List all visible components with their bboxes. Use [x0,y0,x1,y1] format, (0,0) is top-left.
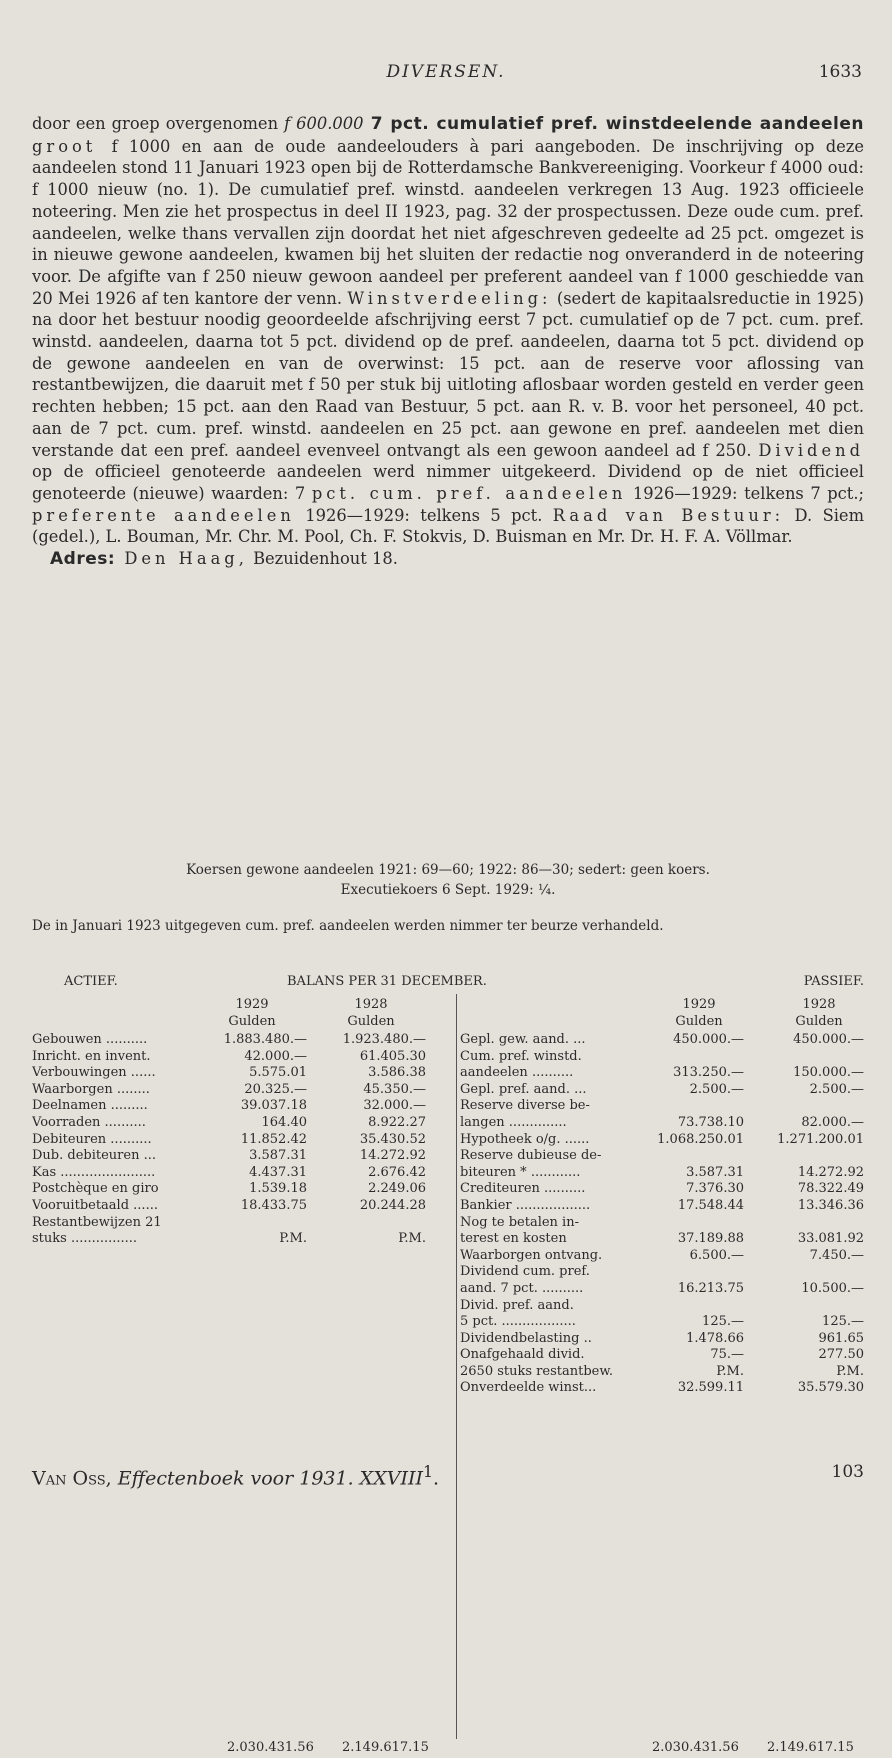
balance-row [460,1347,864,1364]
footer-book-title: Effectenboek voor 1931. XXVIII [117,1467,423,1490]
balance-heading [32,974,864,994]
balance-row [460,1148,864,1165]
row-label: Gebouwen .......... [32,1032,148,1047]
value-1929: 32.599.11 [677,1380,744,1396]
balance-row [32,1065,452,1082]
value-1929: 42.000.— [244,1048,307,1064]
actief-column-headers [32,996,452,1032]
row-label: langen .............. [460,1114,567,1130]
total-passief-1929: 2.030.431.56 [652,1740,739,1755]
row-label: Onverdeelde winst... [460,1380,597,1396]
balance-row [32,1098,452,1115]
amount-600000: f 600.000 [284,114,364,133]
value-1928: 20.244.28 [359,1197,426,1213]
row-label: Deelnamen ......... [32,1098,148,1114]
value-1929: P.M. [279,1231,307,1247]
value-1929: 1.539.18 [249,1181,307,1197]
balance-row [460,1181,864,1198]
value-1928: 35.579.30 [797,1380,864,1396]
balance-row [32,1032,452,1049]
text-run: 1926—1929: telkens 5 pct. [294,505,553,525]
row-label: Divid. pref. aand. [460,1297,574,1313]
page-footer [32,1462,864,1488]
year-header: 1929 Gulden [228,997,276,1029]
value-1929: 4.437.31 [249,1164,307,1180]
actief-rows [32,1032,452,1248]
row-label: Crediteuren .......... [460,1181,586,1197]
balance-row [460,1380,864,1397]
balance-row [460,1049,864,1066]
value-1928: 2.676.42 [368,1164,426,1180]
footer-superscript: 1 [422,1462,434,1481]
row-label: Verbouwingen ...... [32,1065,156,1081]
balance-row [460,1231,864,1248]
row-label: Gepl. gew. aand. ... [460,1032,586,1047]
value-1928: 2.500.— [809,1081,864,1097]
row-label: biteuren * ............ [460,1164,581,1180]
year-header: 1928 Gulden [347,997,395,1029]
balance-row [32,1082,452,1099]
value-1929: 1.883.480.— [223,1032,307,1047]
emphasis-winstverdeeling: Winstverdeeling: [347,288,552,308]
total-actief-1928: 2.149.617.15 [342,1740,429,1755]
actief-label: ACTIEF. [64,974,118,989]
balance-row [32,1115,452,1132]
company-description [32,113,864,571]
row-label: Reserve diverse be- [460,1098,590,1114]
value-1929: 75.— [710,1347,744,1363]
balance-row [460,1331,864,1348]
balance-row [460,1264,864,1281]
address-street: Bezuidenhout 18. [247,549,398,569]
trading-note: De in Januari 1923 uitgegeven cum. pref. aandeelen werden nimmer ter beurze verhandeld. [32,918,664,934]
balance-row [460,1165,864,1182]
row-label: Bankier .................. [460,1197,591,1213]
footer-page-number: 103 [831,1462,864,1482]
footer-source: Van Oss, Effectenboek voor 1931. XXVIII$^1$. [32,1462,440,1490]
balance-row [460,1314,864,1331]
row-label: Nog te betalen in- [460,1214,579,1230]
value-1929: 3.587.31 [686,1164,744,1180]
balance-row [460,1364,864,1381]
balance-row [32,1231,452,1248]
value-1929: 164.40 [261,1114,307,1130]
value-1929: 6.500.— [689,1247,744,1263]
text-run: f 1000 en aan de oude aandeelouders à pari aangeboden. De inschrijving op deze aandeelen stond 11 Januari 1923 open bij de Rotterdamsche Bankvereeniging. Voorkeur f 4000 oud: f 1000 nieuw (no. 1). De cumulatief pref. winstd. aandeelen verkregen 13 Aug. 1923 officieele noteering. Men zie het prospectus in deel II 1923, pag. 32 der prospectussen. Deze oude cum. pref. aandeelen, welke thans vervallen zijn doordat het niet afgeschreven gedeelte ad 25 pct. omgezet is in nieuwe gewone aandeelen, kwamen bij het sluiten der redactie nog onveranderd in de noteering voor. De afgifte van f 250 nieuw gewoon aandeel per preferent aandeel van f 1000 geschiedde van 20 Mei 1926 af ten kantore der venn. [32,136,864,308]
section-title: DIVERSEN. [386,62,506,82]
value-1929: 20.325.— [244,1081,307,1097]
balance-row [460,1032,864,1049]
page-number: 1633 [818,62,862,82]
balance-row [32,1049,452,1066]
value-1929: 17.548.44 [677,1197,744,1213]
emphasis-raad: Raad van Bestuur: [552,505,785,525]
value-1928: 78.322.49 [797,1181,864,1197]
value-1928: 7.450.— [809,1247,864,1263]
balance-row [460,1098,864,1115]
value-1928: P.M. [836,1363,864,1379]
row-label: aandeelen .......... [460,1065,574,1081]
text-run: (sedert de kapitaalsreductie in 1925) na door het bestuur noodig geoordeelde afschrijving eerst 7 pct. cumulatief op de 7 pct. cum. pref. winstd. aandeelen, daarna tot 5 pct. dividend op de pref. aandeelen, daarna tot 5 pct. dividend op de gewone aandeelen en van de overwinst: 15 pct. aan de reserve voor aflossing van restantbewijzen, die daaruit met f 50 per stuk bij uitloting aflosbaar worden gesteld en verder geen rechten hebben; 15 pct. aan den Raad van Bestuur, 5 pct. aan R. v. B. voor het personeel, 40 pct. aan de 7 pct. cum. pref. winstd. aandeelen en 25 pct. aan gewone en pref. aandeelen met dien verstande dat een pref. aandeel evenveel ontvangt als een gewoon aandeel ad f 250. [32,288,864,460]
value-1928: 2.249.06 [368,1181,426,1197]
row-label: Dividend cum. pref. [460,1264,590,1280]
value-1928: 45.350.— [363,1081,426,1097]
row-label: Reserve dubieuse de- [460,1148,602,1164]
row-label: Cum. pref. winstd. [460,1048,582,1064]
value-1928: 8.922.27 [368,1114,426,1130]
value-1929: 3.587.31 [249,1148,307,1164]
row-label: terest en kosten [460,1231,567,1247]
text-run: 1926—1929: telkens 7 pct.; [626,483,864,503]
balance-row [32,1198,452,1215]
passief-column-headers [460,996,864,1032]
share-class-heading: 7 pct. cumulatief pref. winstdeelende aandeelen [363,114,864,134]
balance-row [32,1148,452,1165]
emphasis-dividend: Dividend [758,440,864,460]
row-label: Postchèque en giro [32,1181,159,1197]
balance-totals [32,1740,864,1758]
balance-row [32,1132,452,1149]
year-header: 1928 Gulden [795,997,843,1029]
value-1928: 125.— [822,1314,864,1330]
row-label: aand. 7 pct. .......... [460,1280,584,1296]
value-1929: 5.575.01 [249,1065,307,1081]
value-1929: 11.852.42 [240,1131,307,1147]
balance-row [460,1298,864,1315]
quotes-line: Koersen gewone aandeelen 1921: 69—60; 1922: 86—30; sedert: geen koers. [186,862,710,878]
row-label: Onafgehaald divid. [460,1347,585,1363]
value-1928: 3.586.38 [368,1065,426,1081]
balance-title: BALANS PER 31 DECEMBER. [287,974,487,989]
row-label: Gepl. pref. aand. ... [460,1081,587,1097]
row-label: Voorraden .......... [32,1114,146,1130]
balance-row [32,1181,452,1198]
value-1929: 125.— [702,1314,744,1330]
actief-column [32,996,452,1248]
value-1929: 16.213.75 [677,1280,744,1296]
value-1929: 39.037.18 [240,1098,307,1114]
value-1929: 1.068.250.01 [657,1131,744,1147]
balance-row [460,1198,864,1215]
total-actief-1929: 2.030.431.56 [227,1740,314,1755]
value-1928: 13.346.36 [797,1197,864,1213]
value-1928: 150.000.— [793,1065,864,1081]
balance-row [460,1082,864,1099]
value-1928: 33.081.92 [797,1231,864,1247]
row-label: Restantbewijzen 21 [32,1214,162,1230]
emphasis-groot: groot [32,136,112,156]
row-label: 5 pct. .................. [460,1314,576,1330]
passief-rows [460,1032,864,1397]
column-divider [456,994,457,1739]
text-run: D. Siem (gedel.), L. Bouman, Mr. Chr. M. Pool, Ch. F. Stokvis, D. Buisman en Mr. Dr. H. F. A. Völlmar. [32,505,865,547]
row-label: Dividendbelasting .. [460,1330,592,1346]
balance-row [460,1115,864,1132]
value-1928: 450.000.— [793,1032,864,1047]
balance-row [32,1165,452,1182]
value-1928: 35.430.52 [359,1131,426,1147]
value-1928: 32.000.— [363,1098,426,1114]
value-1928: 277.50 [818,1347,864,1363]
value-1929: 37.189.88 [677,1231,744,1247]
balance-row [460,1215,864,1232]
running-header [30,62,862,86]
value-1929: 2.500.— [689,1081,744,1097]
balance-row [460,1132,864,1149]
row-label: Waarborgen ........ [32,1081,150,1097]
text-run: door een groep overgenomen [32,114,285,133]
balance-row [32,1215,452,1232]
value-1929: P.M. [716,1363,744,1379]
emphasis-preferente: preferente aandeelen [32,505,295,525]
row-label: Hypotheek o/g. ...... [460,1131,590,1147]
value-1928: 961.65 [818,1330,864,1346]
execution-quote-line: Executiekoers 6 Sept. 1929: ¼. [340,882,556,898]
balance-row [460,1065,864,1082]
passief-column [460,996,864,1397]
value-1928: P.M. [398,1231,426,1247]
value-1929: 18.433.75 [240,1197,307,1213]
description-paragraph [32,113,864,548]
row-label: stuks ................ [32,1231,138,1247]
balance-row [460,1281,864,1298]
row-label: Waarborgen ontvang. [460,1247,603,1263]
value-1929: 450.000.— [673,1032,744,1047]
total-passief-1928: 2.149.617.15 [767,1740,854,1755]
value-1928: 14.272.92 [359,1148,426,1164]
value-1928: 61.405.30 [359,1048,426,1064]
quotes-section [32,860,864,900]
value-1928: 1.923.480.— [342,1032,426,1047]
value-1928: 14.272.92 [797,1164,864,1180]
row-label: Dub. debiteuren ... [32,1148,156,1164]
row-label: Debiteuren .......... [32,1131,152,1147]
value-1928: 10.500.— [801,1280,864,1296]
value-1929: 313.250.— [673,1065,744,1081]
balance-row [460,1248,864,1265]
emphasis-cum-pref: pct. cum. pref. aandeelen [311,483,627,503]
row-label: Kas ....................... [32,1164,156,1180]
value-1929: 73.738.10 [677,1114,744,1130]
row-label: Inricht. en invent. [32,1048,151,1064]
value-1929: 1.478.66 [686,1330,744,1346]
address-city: Den Haag, [115,549,248,569]
value-1928: 82.000.— [801,1114,864,1130]
passief-label: PASSIEF. [803,974,864,989]
text-run: op de officieel genoteerde aandeelen werd nimmer uitgekeerd. Dividend op de niet officieel genoteerde (nieuwe) waarden: 7 [32,462,864,503]
row-label: 2650 stuks restantbew. [460,1363,614,1379]
address-label: Adres: [50,549,116,570]
address-line [32,548,864,571]
value-1929: 7.376.30 [686,1181,744,1197]
row-label: Vooruitbetaald ...... [32,1197,158,1213]
year-header: 1929 Gulden [675,997,723,1029]
value-1928: 1.271.200.01 [777,1131,864,1147]
